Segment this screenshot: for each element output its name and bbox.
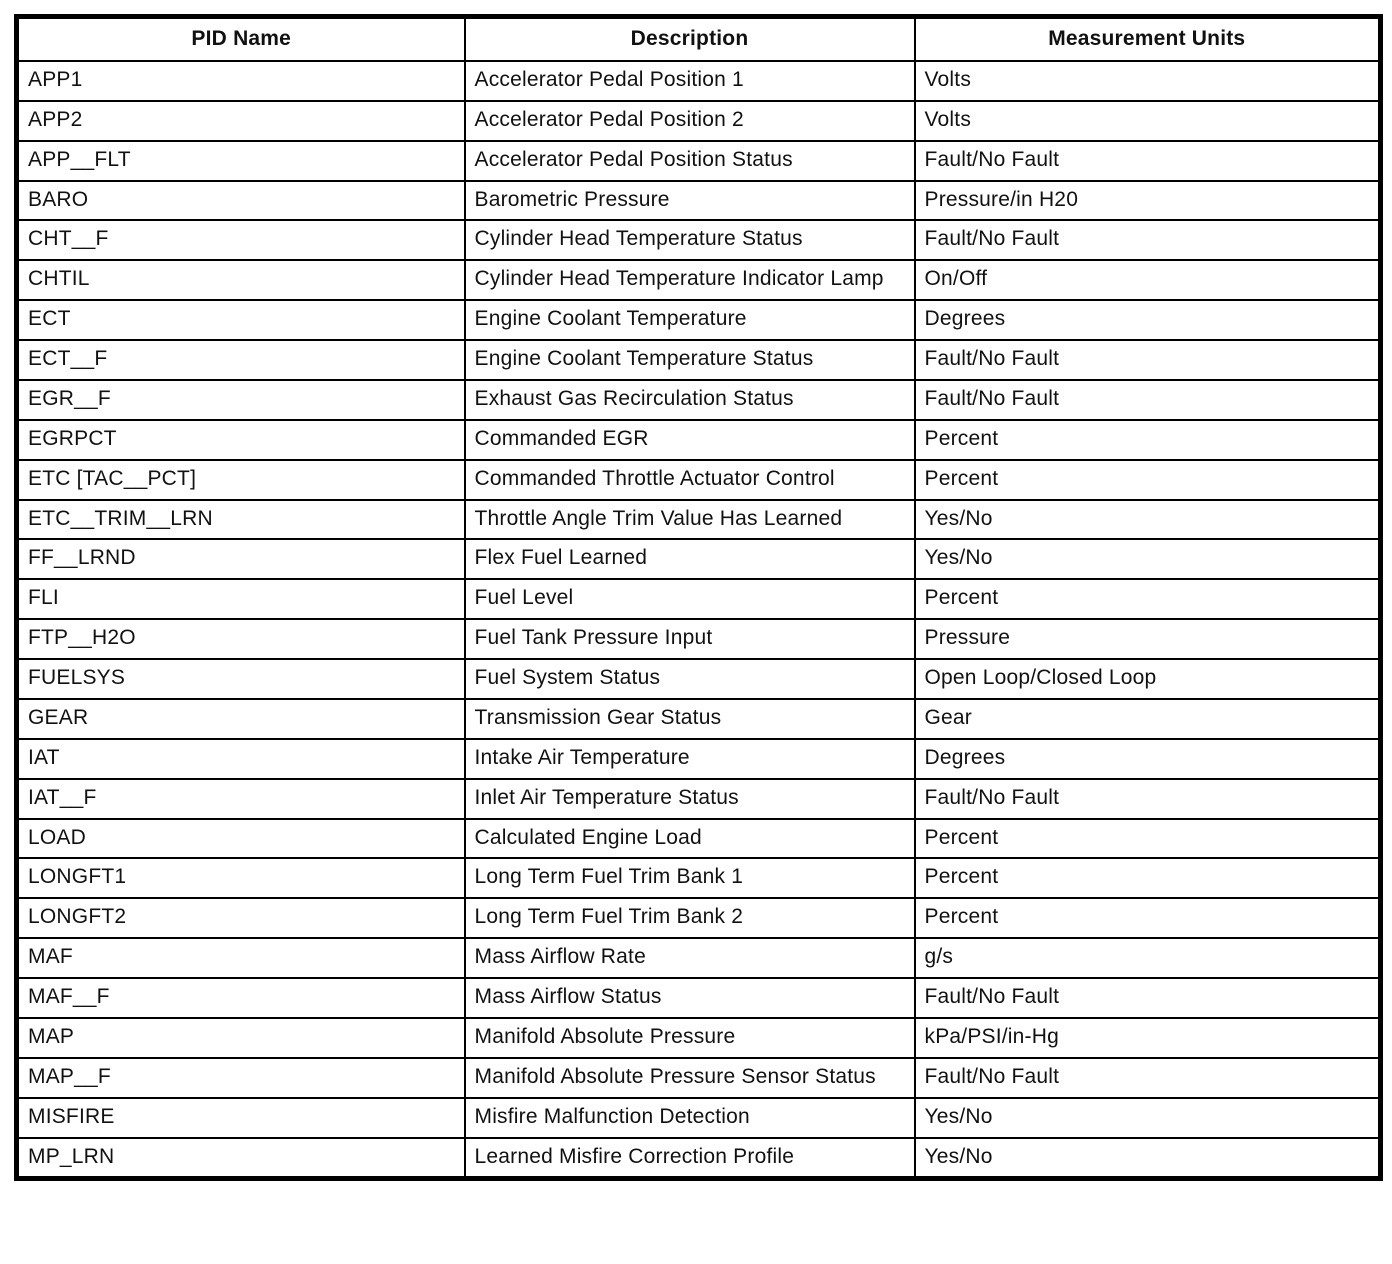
table-row — [17, 699, 1381, 739]
pid-name-cell: APP1 — [17, 61, 465, 101]
units-cell: Fault/No Fault — [915, 380, 1381, 420]
table-row — [17, 380, 1381, 420]
pid-name-cell: MP_LRN — [17, 1138, 465, 1179]
pid-name-cell: IAT__F — [17, 779, 465, 819]
table-row — [17, 141, 1381, 181]
description-cell: Throttle Angle Trim Value Has Learned — [465, 500, 915, 540]
units-cell: kPa/PSI/in-Hg — [915, 1018, 1381, 1058]
pid-name-cell: GEAR — [17, 699, 465, 739]
units-cell: Fault/No Fault — [915, 340, 1381, 380]
table-row — [17, 260, 1381, 300]
pid-name-cell: CHT__F — [17, 220, 465, 260]
table-row — [17, 1138, 1381, 1179]
table-row — [17, 1098, 1381, 1138]
pid-name-cell: LONGFT1 — [17, 858, 465, 898]
description-cell: Manifold Absolute Pressure Sensor Status — [465, 1058, 915, 1098]
table-row — [17, 181, 1381, 221]
pid-name-cell: LONGFT2 — [17, 898, 465, 938]
units-cell: Degrees — [915, 300, 1381, 340]
table-row — [17, 819, 1381, 859]
pid-name-cell: FUELSYS — [17, 659, 465, 699]
description-cell: Intake Air Temperature — [465, 739, 915, 779]
units-cell: Fault/No Fault — [915, 141, 1381, 181]
pid-name-cell: LOAD — [17, 819, 465, 859]
pid-name-cell: EGR__F — [17, 380, 465, 420]
description-cell: Engine Coolant Temperature — [465, 300, 915, 340]
description-cell: Calculated Engine Load — [465, 819, 915, 859]
table-row — [17, 420, 1381, 460]
units-cell: Percent — [915, 579, 1381, 619]
units-cell: Degrees — [915, 739, 1381, 779]
pid-name-cell: MAP — [17, 1018, 465, 1058]
pid-name-cell: APP__FLT — [17, 141, 465, 181]
header-description: Description — [465, 17, 915, 61]
units-cell: Gear — [915, 699, 1381, 739]
units-cell: Fault/No Fault — [915, 779, 1381, 819]
table-row — [17, 579, 1381, 619]
units-cell: g/s — [915, 938, 1381, 978]
header-measurement-units: Measurement Units — [915, 17, 1381, 61]
description-cell: Fuel Level — [465, 579, 915, 619]
pid-name-cell: FTP__H2O — [17, 619, 465, 659]
units-cell: On/Off — [915, 260, 1381, 300]
pid-name-cell: MISFIRE — [17, 1098, 465, 1138]
description-cell: Fuel Tank Pressure Input — [465, 619, 915, 659]
units-cell: Yes/No — [915, 1138, 1381, 1179]
table-row — [17, 619, 1381, 659]
table-row — [17, 1018, 1381, 1058]
pid-name-cell: MAP__F — [17, 1058, 465, 1098]
pid-name-cell: FLI — [17, 579, 465, 619]
description-cell: Cylinder Head Temperature Status — [465, 220, 915, 260]
description-cell: Commanded Throttle Actuator Control — [465, 460, 915, 500]
table-row — [17, 938, 1381, 978]
table-row — [17, 739, 1381, 779]
table-row — [17, 340, 1381, 380]
units-cell: Yes/No — [915, 1098, 1381, 1138]
description-cell: Long Term Fuel Trim Bank 1 — [465, 858, 915, 898]
units-cell: Pressure — [915, 619, 1381, 659]
description-cell: Misfire Malfunction Detection — [465, 1098, 915, 1138]
description-cell: Mass Airflow Rate — [465, 938, 915, 978]
description-cell: Flex Fuel Learned — [465, 539, 915, 579]
units-cell: Percent — [915, 420, 1381, 460]
pid-name-cell: ECT — [17, 300, 465, 340]
units-cell: Fault/No Fault — [915, 220, 1381, 260]
description-cell: Mass Airflow Status — [465, 978, 915, 1018]
pid-name-cell: MAF — [17, 938, 465, 978]
table-row — [17, 61, 1381, 101]
table-row — [17, 858, 1381, 898]
header-pid-name: PID Name — [17, 17, 465, 61]
table-row — [17, 500, 1381, 540]
table-row — [17, 460, 1381, 500]
description-cell: Fuel System Status — [465, 659, 915, 699]
description-cell: Accelerator Pedal Position 2 — [465, 101, 915, 141]
description-cell: Inlet Air Temperature Status — [465, 779, 915, 819]
description-cell: Learned Misfire Correction Profile — [465, 1138, 915, 1179]
description-cell: Commanded EGR — [465, 420, 915, 460]
pid-name-cell: ETC__TRIM__LRN — [17, 500, 465, 540]
table-row — [17, 779, 1381, 819]
table-row — [17, 659, 1381, 699]
table-row — [17, 539, 1381, 579]
units-cell: Percent — [915, 460, 1381, 500]
pid-name-cell: MAF__F — [17, 978, 465, 1018]
pid-name-cell: ETC [TAC__PCT] — [17, 460, 465, 500]
table-row — [17, 898, 1381, 938]
units-cell: Percent — [915, 858, 1381, 898]
units-cell: Percent — [915, 898, 1381, 938]
pid-table — [14, 14, 1383, 1181]
table-row — [17, 1058, 1381, 1098]
description-cell: Engine Coolant Temperature Status — [465, 340, 915, 380]
units-cell: Volts — [915, 101, 1381, 141]
table-body — [17, 61, 1381, 1179]
description-cell: Long Term Fuel Trim Bank 2 — [465, 898, 915, 938]
description-cell: Transmission Gear Status — [465, 699, 915, 739]
description-cell: Accelerator Pedal Position 1 — [465, 61, 915, 101]
pid-name-cell: BARO — [17, 181, 465, 221]
table-row — [17, 220, 1381, 260]
table-row — [17, 101, 1381, 141]
units-cell: Yes/No — [915, 500, 1381, 540]
pid-name-cell: CHTIL — [17, 260, 465, 300]
units-cell: Percent — [915, 819, 1381, 859]
description-cell: Accelerator Pedal Position Status — [465, 141, 915, 181]
table-row — [17, 978, 1381, 1018]
table-row — [17, 300, 1381, 340]
units-cell: Open Loop/Closed Loop — [915, 659, 1381, 699]
pid-name-cell: FF__LRND — [17, 539, 465, 579]
units-cell: Pressure/in H20 — [915, 181, 1381, 221]
description-cell: Barometric Pressure — [465, 181, 915, 221]
units-cell: Fault/No Fault — [915, 978, 1381, 1018]
units-cell: Fault/No Fault — [915, 1058, 1381, 1098]
description-cell: Exhaust Gas Recirculation Status — [465, 380, 915, 420]
description-cell: Cylinder Head Temperature Indicator Lamp — [465, 260, 915, 300]
table-header — [17, 17, 1381, 61]
pid-name-cell: EGRPCT — [17, 420, 465, 460]
pid-name-cell: APP2 — [17, 101, 465, 141]
pid-name-cell: IAT — [17, 739, 465, 779]
pid-name-cell: ECT__F — [17, 340, 465, 380]
units-cell: Yes/No — [915, 539, 1381, 579]
header-row — [17, 17, 1381, 61]
description-cell: Manifold Absolute Pressure — [465, 1018, 915, 1058]
units-cell: Volts — [915, 61, 1381, 101]
